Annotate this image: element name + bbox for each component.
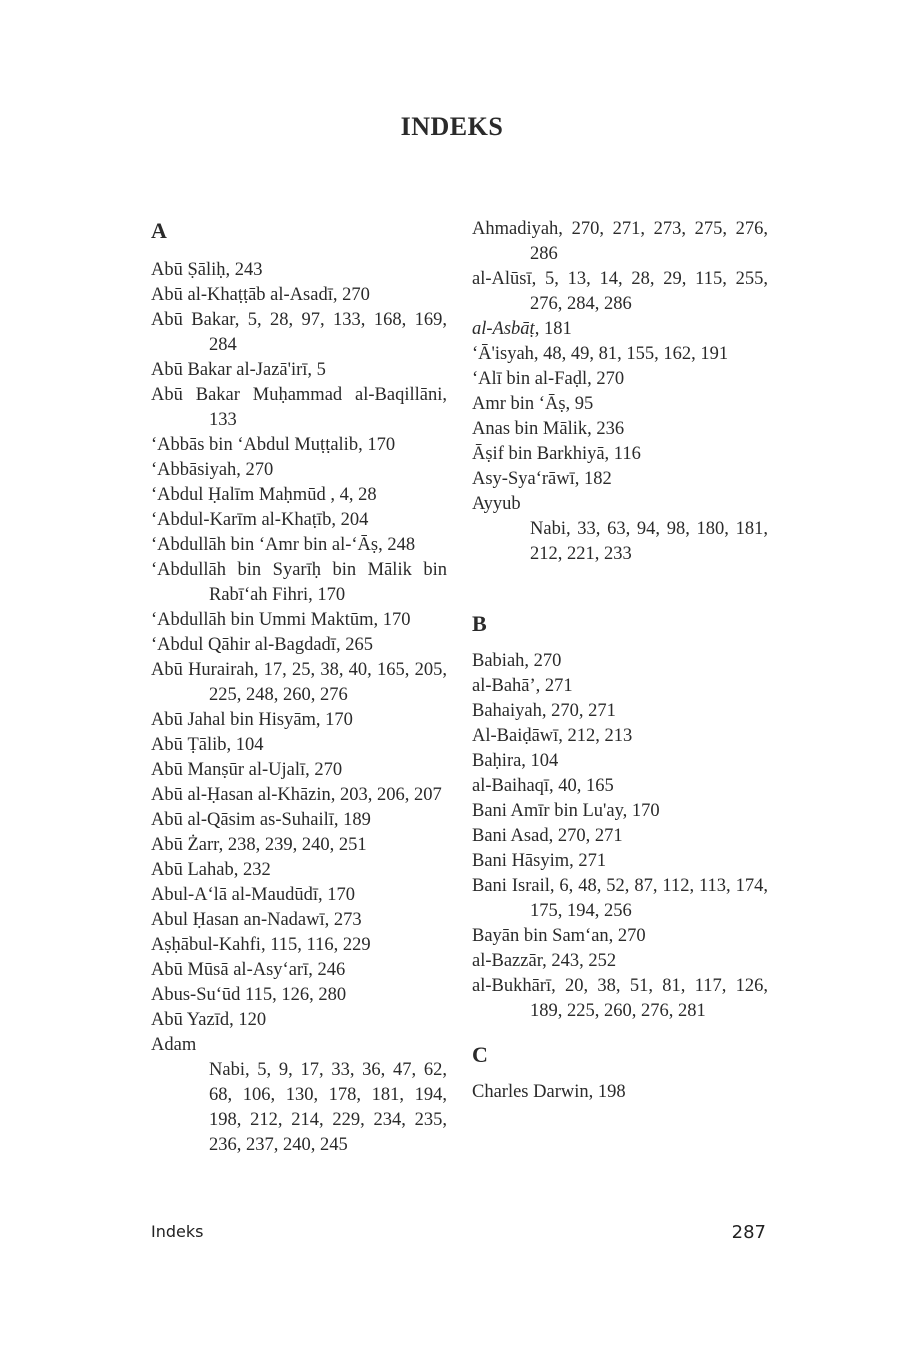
index-entry: al-Baihaqī, 40, 165 <box>472 776 614 796</box>
index-column-right <box>472 217 768 1105</box>
index-entry: Abū Żarr, 238, 239, 240, 251 <box>151 835 367 855</box>
index-list-a-left <box>151 258 447 1058</box>
index-entry <box>472 317 768 342</box>
index-entry: Babiah, 270 <box>472 651 562 671</box>
index-entry: Bani Asad, 270, 271 <box>472 826 623 846</box>
index-entry: ‘Abdullāh bin Ummi Maktūm, 170 <box>151 610 411 630</box>
index-subentry: Nabi, 5, 9, 17, 33, 36, 47, 62, 68, 106, 130, 178, 181, 194, 198, 212, 214, 229, 234, 235, 236, 237, 240, 245 <box>209 1060 447 1155</box>
index-entry: Abū Bakar Muḥammad al-Baqillāni, 133 <box>151 385 447 430</box>
index-entry: Abus-Su‘ūd 115, 126, 280 <box>151 985 347 1005</box>
index-entry: Charles Darwin, 198 <box>472 1082 626 1102</box>
index-entry: ‘Abdul Qāhir al-Bagdadī, 265 <box>151 635 373 655</box>
index-entry: al-Bukhārī, 20, 38, 51, 81, 117, 126, 189, 225, 260, 276, 281 <box>472 976 768 1021</box>
index-list-c <box>472 1080 768 1105</box>
section-letter-a: A <box>151 218 167 243</box>
section-letter-b: B <box>472 611 487 636</box>
index-entry: Aṣḥābul-Kahfi, 115, 116, 229 <box>151 935 371 955</box>
page-number: 287 <box>731 1222 766 1243</box>
index-entry: Amr bin ‘Āṣ, 95 <box>472 394 594 414</box>
index-list-a-right <box>472 217 768 317</box>
index-entry: Anas bin Mālik, 236 <box>472 419 625 439</box>
index-entry: ‘Abdullāh bin Syarīḥ bin Mālik bin Rabī‘ah Fihri, 170 <box>151 560 447 605</box>
index-subentry: Nabi, 33, 63, 94, 98, 180, 181, 212, 221, 233 <box>530 519 768 564</box>
index-entry: Abū Ṭālib, 104 <box>151 735 264 755</box>
italic-term: al-Asbāṭ <box>472 319 535 339</box>
index-entry: Abū al-Khaṭṭāb al-Asadī, 270 <box>151 285 370 305</box>
index-entry: ‘Alī bin al-Faḍl, 270 <box>472 369 625 389</box>
index-entry: ‘Abdul Ḥalīm Maḥmūd , 4, 28 <box>151 485 377 505</box>
index-entry: Ahmadiyah, 270, 271, 273, 275, 276, 286 <box>472 219 768 264</box>
index-entry: Abū Hurairah, 17, 25, 38, 40, 165, 205, 225, 248, 260, 276 <box>151 660 447 705</box>
index-entry: Al-Baiḍāwī, 212, 213 <box>472 726 633 746</box>
index-list-a-right-2 <box>472 342 768 517</box>
index-entry: ‘Abdullāh bin ‘Amr bin al-‘Āṣ, 248 <box>151 535 416 555</box>
index-entry: Abū Bakar, 5, 28, 97, 133, 168, 169, 284 <box>151 310 447 355</box>
index-entry: ‘Abbās bin ‘Abdul Muṭṭalib, 170 <box>151 435 396 455</box>
index-entry: Abul-A‘lā al-Maudūdī, 170 <box>151 885 355 905</box>
index-entry: ‘Abdul-Karīm al-Khaṭīb, 204 <box>151 510 369 530</box>
index-entry: Ayyub <box>472 494 521 514</box>
index-entry: Abū Lahab, 232 <box>151 860 271 880</box>
index-column-left <box>151 216 447 1158</box>
index-entry: Abū Yazīd, 120 <box>151 1010 267 1030</box>
index-entry: Abul Ḥasan an-Nadawī, 273 <box>151 910 362 930</box>
index-entry: al-Bazzār, 243, 252 <box>472 951 617 971</box>
index-entry: Bani Hāsyim, 271 <box>472 851 607 871</box>
index-entry: Āṣif bin Barkhiyā, 116 <box>472 444 641 464</box>
index-entry: Abū Mūsā al-Asy‘arī, 246 <box>151 960 346 980</box>
index-list-b <box>472 649 768 1024</box>
index-entry: Abū Bakar al-Jazā'irī, 5 <box>151 360 326 380</box>
index-entry: Adam <box>151 1035 197 1055</box>
index-entry: Bani Israil, 6, 48, 52, 87, 112, 113, 174, 175, 194, 256 <box>472 876 768 921</box>
index-entry: ‘Abbāsiyah, 270 <box>151 460 274 480</box>
index-entry: Abū Manṣūr al-Ujalī, 270 <box>151 760 343 780</box>
index-entry: Baḥira, 104 <box>472 751 559 771</box>
index-entry: al-Alūsī, 5, 13, 14, 28, 29, 115, 255, 276, 284, 286 <box>472 269 768 314</box>
page-title: INDEKS <box>400 112 504 141</box>
index-entry: Abū al-Qāsim as-Suhailī, 189 <box>151 810 371 830</box>
entry-pages: , 181 <box>534 319 572 339</box>
index-entry: al-Bahā’, 271 <box>472 676 573 696</box>
index-entry: Abū Ṣāliḥ, 243 <box>151 260 263 280</box>
index-entry: Bani Amīr bin Lu'ay, 170 <box>472 801 660 821</box>
index-entry: Bayān bin Sam‘an, 270 <box>472 926 646 946</box>
index-entry: ‘Ā'isyah, 48, 49, 81, 155, 162, 191 <box>472 344 729 364</box>
footer-label: Indeks <box>151 1222 204 1241</box>
section-letter-c: C <box>472 1042 488 1067</box>
index-entry: Asy-Sya‘rāwī, 182 <box>472 469 612 489</box>
index-entry: Bahaiyah, 270, 271 <box>472 701 616 721</box>
index-entry: Abū al-Ḥasan al-Khāzin, 203, 206, 207 <box>151 785 442 805</box>
index-entry: Abū Jahal bin Hisyām, 170 <box>151 710 353 730</box>
